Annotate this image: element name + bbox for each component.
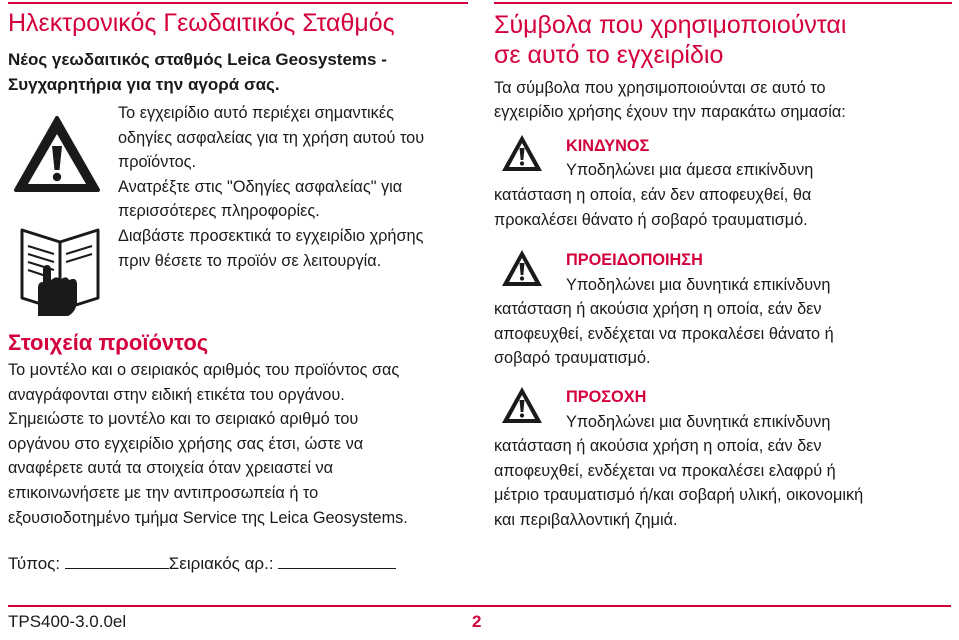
safety-line: προϊόντος. [118,153,196,172]
warning-line-1: Υποδηλώνει μια δυνητικά επικίνδυνη [566,276,831,294]
symbols-intro-line-1: Τα σύμβολα που χρησιμοποιούνται σε αυτό το [494,79,826,97]
page-number: 2 [472,612,482,631]
serial-record-line [8,552,396,576]
caution-line-1: Υποδηλώνει μια δυνητικά επικίνδυνη [566,413,831,431]
safety-line: περισσότερες πληροφορίες. [118,202,320,221]
product-line: επικοινωνήσετε με την αντιπροσωπεία ή το [8,483,319,502]
safety-line: Ανατρέξτε στις "Οδηγίες ασφαλείας" για [118,177,403,196]
footer-rule [8,605,951,607]
caution-line: και περιβαλλοντική ζημιά. [494,510,678,529]
warning-triangle-icon [500,248,544,288]
type-blank-field [65,553,169,569]
warning-triangle-icon [12,114,102,194]
product-line: αναφέρετε αυτά τα στοιχεία όταν χρειαστεί να [8,459,334,478]
caution-line: μέτριο τραυματισμό ή/και σοβαρή υλική, οικονομική [494,486,864,505]
caution-description [494,434,952,532]
top-rule-left [8,2,468,4]
serial-label: Σειριακός αρ.: [168,554,274,573]
product-line: Σημειώστε το μοντέλο και το σειριακό αριθμό του [8,410,359,429]
product-line: εξουσιοδοτημένο τμήμα Service της Leica Geosystems. [8,508,408,527]
product-text [8,358,470,530]
product-line: Το μοντέλο και ο σειριακός αριθμός του προϊόντος σας [8,361,400,379]
product-line: αναγράφονται στην ειδική ετικέτα του οργάνου. [8,385,345,404]
danger-line: προκαλέσει θάνατο ή σοβαρό τραυματισμό. [494,210,808,229]
top-rule-right [494,2,952,4]
safety-notice [118,101,470,273]
safety-line: Διαβάστε προσεκτικά το εγχειρίδιο χρήσης [118,226,424,245]
safety-line: Το εγχειρίδιο αυτό περιέχει σημαντικές [118,104,394,122]
warning-description [494,297,952,371]
serial-blank-field [278,553,396,569]
symbols-intro-line-2: εγχειρίδιο χρήσης έχουν την παρακάτω σημασία: [494,103,846,121]
caution-heading: ΠΡΟΣΟΧΗ [566,388,647,406]
safety-line: πριν θέσετε το προϊόν σε λειτουργία. [118,251,382,270]
danger-line: κατάσταση η οποία, εάν δεν αποφευχθεί, θα [494,186,812,204]
safety-line: οδηγίες ασφαλείας για τη χρήση αυτού του [118,128,425,147]
warning-triangle-icon [500,385,544,425]
caution-line: αποφευχθεί, ενδέχεται να προκαλέσει ελαφρύ ή [494,461,836,480]
page-title: Ηλεκτρονικός Γεωδαιτικός Σταθμός [8,9,395,37]
symbols-title-line-2: σε αυτό το εγχειρίδιο [494,41,724,69]
product-line: οργάνου στο εγχειρίδιο χρήσης σας έτσι, ώστε να [8,434,364,453]
symbols-title-line-1: Σύμβολα που χρησιμοποιούνται [494,11,847,39]
intro-line-2: Συγχαρητήρια για την αγορά σας. [8,75,280,94]
warning-line: αποφευχθεί, ενδέχεται να προκαλέσει θάνατο ή [494,324,834,343]
danger-description [494,183,952,232]
danger-heading: ΚΙΝΔΥΝΟΣ [566,137,650,155]
caution-line: κατάσταση ή ακούσια χρήση η οποία, εάν δεν [494,437,822,455]
danger-line-1: Υποδηλώνει μια άμεσα επικίνδυνη [566,161,814,179]
type-label: Τύπος: [8,554,61,573]
intro-line-1: Νέος γεωδαιτικός σταθμός Leica Geosystems - [8,50,387,69]
warning-triangle-icon [500,133,544,173]
warning-line: σοβαρό τραυματισμό. [494,349,651,368]
warning-heading: ΠΡΟΕΙΔΟΠΟΙΗΣΗ [566,251,703,269]
warning-line: κατάσταση ή ακούσια χρήση η οποία, εάν δεν [494,300,822,318]
read-manual-icon [16,212,104,316]
product-heading: Στοιχεία προϊόντος [8,330,209,355]
doc-id: TPS400-3.0.0el [8,612,127,631]
